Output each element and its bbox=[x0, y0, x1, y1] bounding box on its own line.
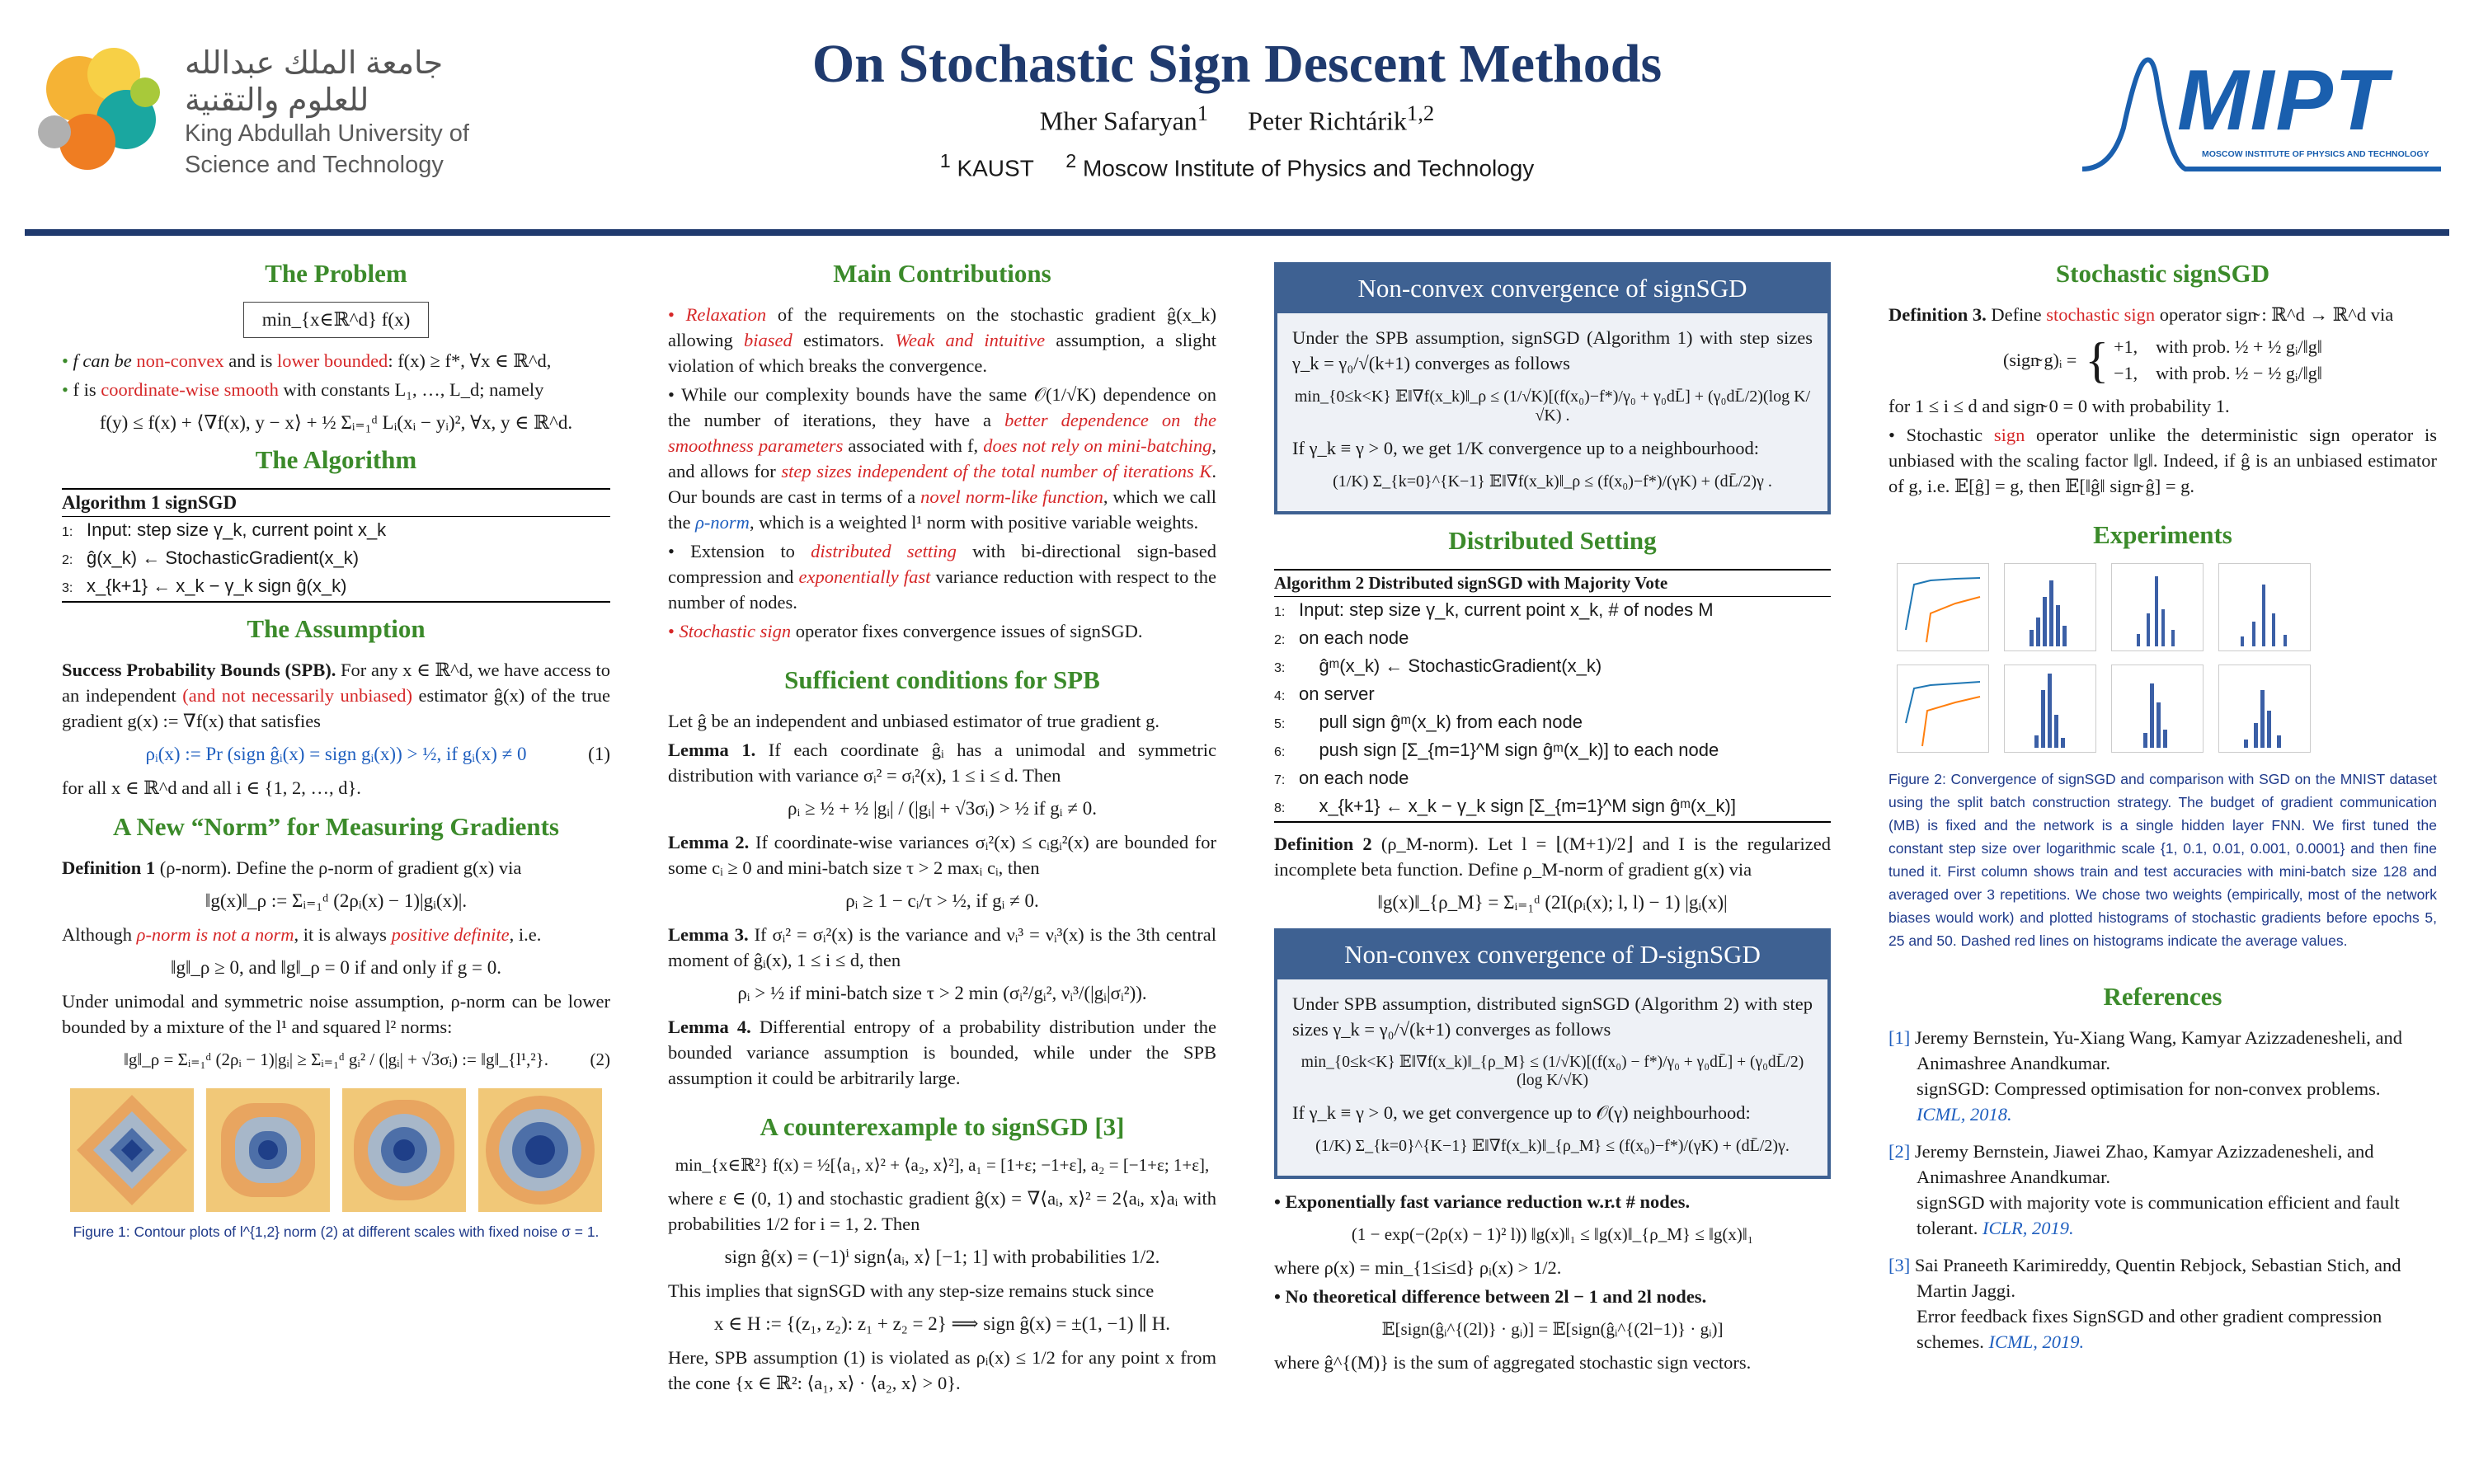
theorem-box-dsignsgd-title: Non-convex convergence of D-signSGD bbox=[1277, 932, 1827, 979]
lemma-4: Lemma 4. Differential entropy of a probability distribution under the bounded variance assumption is bounded, while under the SPB assumption it could be arbitrarily large. bbox=[668, 1017, 1217, 1088]
affil-1-sup: 1 bbox=[939, 150, 951, 171]
lower-bound-equation: ‖g‖_ρ = Σᵢ₌₁ᵈ (2ρᵢ − 1)|gᵢ| ≥ Σᵢ₌₁ᵈ gᵢ² / (|gᵢ| + √3σᵢ) := ‖g‖_{l¹,²}. (2) bbox=[124, 1050, 610, 1069]
algorithm-1-line: 3: x_{k+1} ← x_k − γ_k sign ĝ(x_k) bbox=[62, 575, 347, 596]
theorem-2-bound-2: (1/K) Σ_{k=0}^{K−1} 𝔼‖∇f(x_k)‖_{ρ_M} ≤ (f(x₀)−f*)/(γK) + (dL̄/2)γ. bbox=[1315, 1137, 1790, 1155]
histogram-bars bbox=[2005, 665, 2095, 752]
affil-1: KAUST bbox=[957, 155, 1034, 181]
accuracy-curve bbox=[1898, 665, 1988, 752]
histogram-bars bbox=[2005, 564, 2095, 650]
section-heading-experiments: Experiments bbox=[2093, 520, 2232, 549]
algorithm-1 bbox=[62, 488, 610, 603]
stochastic-sign-case-minus: −1, with prob. ½ − ½ gᵢ/‖g‖ bbox=[2114, 363, 2322, 383]
stochastic-sign-case-plus: +1, with prob. ½ + ½ gᵢ/‖g‖ bbox=[2114, 336, 2322, 357]
lemma-1: Lemma 1. If each coordinate ĝᵢ has a unimodal and symmetric distribution with variance σᵢ² = σᵢ²(x), 1 ≤ i ≤ d. Then bbox=[668, 740, 1217, 786]
histogram-bars bbox=[2219, 665, 2310, 752]
spb-definition: Success Probability Bounds (SPB). For any x ∈ ℝ^d, we have access to an independent (and not necessarily unbiased) estimator ĝ(x) of the true gradient g(x) := ∇f(x) that satisfies bbox=[62, 660, 610, 731]
rho-norm-equation: ‖g(x)‖_ρ := Σᵢ₌₁ᵈ (2ρᵢ(x) − 1)|gᵢ(x)|. bbox=[205, 890, 468, 911]
algorithm-2-line: 6: push sign [Σ_{m=1}^M sign ĝᵐ(x_k)] to each node bbox=[1274, 740, 1719, 760]
column-3 bbox=[1274, 262, 1831, 1378]
section-heading-algorithm: The Algorithm bbox=[255, 445, 417, 474]
author-2-affil: 1,2 bbox=[1406, 101, 1435, 125]
smoothness-equation: f(y) ≤ f(x) + ⟨∇f(x), y − x⟩ + ½ Σᵢ₌₁ᵈ Lᵢ(xᵢ − yᵢ)², ∀x, y ∈ ℝ^d. bbox=[99, 412, 573, 433]
author-1-affil: 1 bbox=[1197, 101, 1209, 125]
algorithm-2-line: 4: on server bbox=[1274, 683, 1375, 704]
kaust-name-line1: King Abdullah University of bbox=[185, 120, 469, 147]
algorithm-2-line: 1: Input: step size γ_k, current point x_k, # of nodes M bbox=[1274, 599, 1714, 620]
histogram-bars bbox=[2112, 564, 2203, 650]
theorem-box-signsgd bbox=[1274, 262, 1831, 514]
contour-plots bbox=[62, 1088, 610, 1220]
header-divider bbox=[25, 229, 2449, 236]
section-heading-references: References bbox=[2103, 982, 2222, 1011]
histogram-plot bbox=[2218, 563, 2311, 651]
algorithm-2-line: 5: pull sign ĝᵐ(x_k) from each node bbox=[1274, 711, 1583, 732]
section-heading-assumption: The Assumption bbox=[247, 614, 426, 643]
problem-formula: min_{x∈ℝ^d} f(x) bbox=[243, 302, 430, 338]
mipt-subtitle: MOSCOW INSTITUTE OF PHYSICS AND TECHNOLOGY bbox=[2202, 149, 2429, 159]
mipt-logo bbox=[2078, 45, 2449, 177]
definition-1: Definition 1 (ρ-norm). Define the ρ-norm of gradient g(x) via bbox=[62, 857, 522, 878]
algorithm-2-line: 2: on each node bbox=[1274, 627, 1409, 648]
section-heading-contributions: Main Contributions bbox=[833, 259, 1051, 288]
even-odd-nodes-equation: 𝔼[sign(ĝᵢ^{(2l)} · gᵢ)] = 𝔼[sign(ĝᵢ^{(2l−1)} · gᵢ)] bbox=[1381, 1319, 1724, 1339]
histogram-bars bbox=[2219, 564, 2310, 650]
counterexample-stuck-eq: x ∈ H := {(z₁, z₂): z₁ + z₂ = 2} ⟹ sign ĝ(x) = ±(1, −1) ∥ H. bbox=[713, 1313, 1171, 1334]
even-odd-nodes-bullet: • No theoretical difference between 2l − 1 and 2l nodes. bbox=[1274, 1286, 1707, 1307]
counterexample-problem: min_{x∈ℝ²} f(x) = ½[⟨a₁, x⟩² + ⟨a₂, x⟩²], a₁ = [1+ε; −1+ε], a₂ = [−1+ε; 1+ε], bbox=[675, 1155, 1210, 1175]
lemma-2-equation: ρᵢ ≥ 1 − cᵢ/τ > ½, if gᵢ ≠ 0. bbox=[845, 890, 1039, 911]
contribution-4: • Stochastic sign operator fixes convergence issues of signSGD. bbox=[668, 621, 1143, 641]
theorem-1-text: Under the SPB assumption, signSGD (Algorithm 1) with step sizes γ_k = γ₀/√(k+1) converges as follows bbox=[1292, 327, 1813, 373]
figure-1-contours bbox=[62, 1088, 610, 1220]
contribution-1: • Relaxation of the requirements on the stochastic gradient ĝ(x_k) allowing biased estimators. Weak and intuitive assumption, a slight violation of which breaks the convergence. bbox=[668, 304, 1217, 376]
figure-2-plots bbox=[1888, 563, 2437, 756]
lower-bound-text: Under unimodal and symmetric noise assumption, ρ-norm can be lower bounded by a mixture of the l¹ and squared l² norms: bbox=[62, 991, 610, 1037]
counterexample-text-1: where ε ∈ (0, 1) and stochastic gradient ĝ(x) = ∇⟨aᵢ, x⟩² = 2⟨aᵢ, x⟩aᵢ with probabilities 1/2 for i = 1, 2. Then bbox=[668, 1188, 1216, 1234]
sufficient-intro: Let ĝ be an independent and unbiased estimator of true gradient g. bbox=[668, 711, 1160, 731]
theorem-box-dsignsgd bbox=[1274, 928, 1831, 1179]
theorem-2-bound: min_{0≤k<K} 𝔼‖∇f(x_k)‖_{ρ_M} ≤ (1/√K)[(f(x₀) − f*)/γ₀ + γ₀dL̄] + (γ₀dL̄/2)(log K/√K) bbox=[1300, 1054, 1804, 1089]
contribution-3: • Extension to distributed setting with bi-directional sign-based compression and exponentially fast variance reduction with respect to the number of nodes. bbox=[668, 541, 1216, 613]
stochastic-sign-bullet: • Stochastic sign operator unlike the deterministic sign operator is unbiased with the scaling factor ‖g‖. Indeed, if ĝ is an unbiased estimator of g, i.e. 𝔼[ĝ] = g, then 𝔼[‖ĝ‖ sign̴ ĝ] = g. bbox=[1888, 425, 2437, 496]
section-heading-problem: The Problem bbox=[265, 259, 407, 288]
theorem-2-text: Under SPB assumption, distributed signSGD (Algorithm 2) with step sizes γ_k = γ₀/√(k+1) converges as follows bbox=[1292, 993, 1813, 1040]
lemma-1-equation: ρᵢ ≥ ½ + ½ |gᵢ| / (|gᵢ| + √3σᵢ) > ½ if gᵢ ≠ 0. bbox=[788, 798, 1097, 819]
affil-2: Moscow Institute of Physics and Technology bbox=[1082, 155, 1535, 181]
accuracy-plot-test bbox=[1897, 665, 1989, 753]
figure-1-caption: Figure 1: Contour plots of l^{1,2} norm (2) at different scales with fixed noise σ = 1. bbox=[73, 1223, 600, 1240]
algorithm-2-line: 8: x_{k+1} ← x_k − γ_k sign [Σ_{m=1}^M sign ĝᵐ(x_k)] bbox=[1274, 796, 1736, 816]
theorem-2-constant-step: If γ_k ≡ γ > 0, we get convergence up to 𝒪(γ) neighbourhood: bbox=[1292, 1102, 1751, 1123]
problem-bullet-2: • f is coordinate-wise smooth with constants L₁, …, L_d; namely bbox=[62, 379, 544, 400]
positive-definite-equation: ‖g‖_ρ ≥ 0, and ‖g‖_ρ = 0 if and only if g = 0. bbox=[170, 957, 501, 978]
variance-reduction-note: where ρ(x) = min_{1≤i≤d} ρᵢ(x) > 1/2. bbox=[1274, 1257, 1562, 1278]
accuracy-plot-train bbox=[1897, 563, 1989, 651]
section-heading-sufficient: Sufficient conditions for SPB bbox=[784, 665, 1100, 694]
rho-norm-remark: Although ρ-norm is not a norm, it is always positive definite, i.e. bbox=[62, 924, 542, 945]
kaust-arabic-name: جامعة الملك عبدالله للعلوم والتقنية bbox=[185, 46, 444, 118]
reference-item: [2] Jeremy Bernstein, Jiawei Zhao, Kamyar Azizzadenesheli, and Animashree Anandkumar. signSGD with majority vote is communication efficient and fault tolerant. ICLR, 2019. bbox=[1888, 1141, 2400, 1238]
histogram-plot bbox=[2111, 665, 2204, 753]
stochastic-sign-note: for 1 ≤ i ≤ d and sign̴ 0 = 0 with probability 1. bbox=[1888, 396, 2230, 416]
algorithm-1-title: Algorithm 1 signSGD bbox=[62, 490, 610, 517]
reference-item: [1] Jeremy Bernstein, Yu-Xiang Wang, Kamyar Azizzadenesheli, and Animashree Anandkumar. signSGD: Compressed optimisation for non-convex problems. ICML, 2018. bbox=[1888, 1027, 2402, 1125]
section-heading-distributed: Distributed Setting bbox=[1448, 526, 1657, 555]
algorithm-1-line: 1: Input: step size γ_k, current point x_k bbox=[62, 519, 387, 540]
poster-title: On Stochastic Sign Descent Methods bbox=[811, 34, 1663, 94]
theorem-1-constant-step: If γ_k ≡ γ > 0, we get 1/K convergence up to a neighbourhood: bbox=[1292, 438, 1759, 458]
theorem-box-signsgd-title: Non-convex convergence of signSGD bbox=[1277, 265, 1827, 313]
definition-3: Definition 3. Define stochastic sign operator sign̴ : ℝ^d → ℝ^d via bbox=[1888, 304, 2394, 325]
problem-bullet-1: • f can be non-convex and is lower bounded: f(x) ≥ f*, ∀x ∈ ℝ^d, bbox=[62, 350, 552, 371]
histogram-plot bbox=[2218, 665, 2311, 753]
author-2: Peter Richtárik bbox=[1248, 106, 1407, 136]
affil-2-sup: 2 bbox=[1065, 150, 1077, 171]
column-1 bbox=[62, 247, 610, 1243]
theorem-1-bound: min_{0≤k<K} 𝔼‖∇f(x_k)‖_ρ ≤ (1/√K)[(f(x₀)−f*)/γ₀ + γ₀dL̄] + (γ₀dL̄/2)(log K/√K) . bbox=[1294, 387, 1811, 425]
counterexample-text-2: This implies that signSGD with any step-size remains stuck since bbox=[668, 1280, 1155, 1301]
algorithm-2 bbox=[1274, 569, 1831, 823]
author-1: Mher Safaryan bbox=[1039, 106, 1197, 136]
lemma-3: Lemma 3. If σᵢ² = σᵢ²(x) is the variance and νᵢ³ = νᵢ³(x) is the 3th central moment of ĝᵢ(x), 1 ≤ i ≤ d, then bbox=[668, 924, 1216, 970]
stochastic-sign-lhs: (sign̴ g)ᵢ = bbox=[2003, 350, 2077, 370]
figure-2-caption: Figure 2: Convergence of signSGD and comparison with SGD on the MNIST dataset using the split batch construction strategy. The budget of gradient communication (MB) is fixed and the network is a single hidden layer FNN. We first tuned the constant step size over logarithmic scale {1, 0.1, 0.01, 0.001, 0.0001} and then fine tuned it. First column shows train and test accuracies with mini-batch size 128 and averaged over 3 repetitions. We chose two weights (empirically, most of the network biases would work) and plotted histograms of stochastic gradients before epochs 5, 25 and 50. Dashed red lines on histograms indicate the average values. bbox=[1888, 771, 2437, 949]
algorithm-2-line: 7: on each node bbox=[1274, 768, 1409, 788]
spb-domain: for all x ∈ ℝ^d and all i ∈ {1, 2, …, d}. bbox=[62, 777, 361, 798]
theorem-1-bound-2: (1/K) Σ_{k=0}^{K−1} 𝔼‖∇f(x_k)‖_ρ ≤ (f(x₀)−f*)/(γK) + (dL̄/2)γ . bbox=[1333, 472, 1772, 491]
counterexample-sign-eq: sign ĝ(x) = (−1)ⁱ sign⟨aᵢ, x⟩ [−1; 1] with probabilities 1/2. bbox=[724, 1247, 1160, 1267]
section-heading-stochastic: Stochastic signSGD bbox=[2055, 259, 2270, 288]
variance-reduction-equation: (1 − exp(−(2ρ(x) − 1)² l)) ‖g(x)‖₁ ≤ ‖g(x)‖_{ρ_M} ≤ ‖g(x)‖₁ bbox=[1351, 1224, 1754, 1244]
rho-m-norm-equation: ‖g(x)‖_{ρ_M} = Σᵢ₌₁ᵈ (2I(ρᵢ(x); l, l) − 1) |gᵢ(x)| bbox=[1377, 892, 1728, 913]
spb-equation: ρᵢ(x) := Pr (sign ĝᵢ(x) = sign gᵢ(x)) > ½, if gᵢ(x) ≠ 0 (1) bbox=[145, 744, 610, 764]
algorithm-2-line: 3: ĝᵐ(x_k) ← StochasticGradient(x_k) bbox=[1274, 655, 1602, 676]
algorithm-2-title: Algorithm 2 Distributed signSGD with Majority Vote bbox=[1274, 571, 1831, 597]
contribution-2: • While our complexity bounds have the same 𝒪(1/√K) dependence on the number of iterations, they have a better dependence on the smoothness parameters associated with f, does not rely on mini-batching, and allows for step sizes independent of the total number of iterations K. Our bounds are cast in terms of a novel norm-like function, which we call the ρ-norm, which is a weighted l¹ norm with positive variable weights. bbox=[668, 384, 1216, 533]
column-2 bbox=[668, 247, 1216, 1399]
histogram-plot bbox=[2004, 665, 2096, 753]
even-odd-nodes-note: where ĝ^{(M)} is the sum of aggregated stochastic sign vectors. bbox=[1274, 1352, 1752, 1373]
definition-2: Definition 2 (ρ_M-norm). Let l = ⌊(M+1)/2⌋ and I is the regularized incomplete beta function. Define ρ_M-norm of gradient g(x) via bbox=[1274, 834, 1831, 880]
histogram-bars bbox=[2112, 665, 2203, 752]
mipt-logo-text: MIPT bbox=[2177, 53, 2389, 148]
column-4 bbox=[1888, 247, 2437, 1366]
section-heading-norm: A New “Norm” for Measuring Gradients bbox=[112, 812, 559, 841]
reference-item: [3] Sai Praneeth Karimireddy, Quentin Rebjock, Sebastian Stich, and Martin Jaggi. Error feedback fixes SignSGD and other gradient compression schemes. ICML, 2019. bbox=[1888, 1255, 2401, 1352]
counterexample-text-3: Here, SPB assumption (1) is violated as ρᵢ(x) ≤ 1/2 for any point x from the cone {x ∈ ℝ²: ⟨a₁, x⟩ · ⟨a₂, x⟩ > 0}. bbox=[668, 1347, 1216, 1393]
algorithm-1-line: 2: ĝ(x_k) ← StochasticGradient(x_k) bbox=[62, 547, 360, 568]
histogram-plot bbox=[2111, 563, 2204, 651]
lemma-3-equation: ρᵢ > ½ if mini-batch size τ > 2 min (σᵢ²/gᵢ², νᵢ³/(|gᵢ|σᵢ²)). bbox=[737, 983, 1147, 1003]
histogram-plot bbox=[2004, 563, 2096, 651]
stochastic-sign-definition: (sign̴ g)ᵢ = { +1, with prob. ½ + ½ gᵢ/‖g‖ −1, with prob. ½ − ½ gᵢ/‖g‖ bbox=[2003, 333, 2322, 387]
kaust-name-line2: Science and Technology bbox=[185, 152, 444, 178]
variance-reduction-bullet: • Exponentially fast variance reduction w.r.t # nodes. bbox=[1274, 1191, 1691, 1212]
accuracy-curve bbox=[1898, 564, 1988, 650]
lemma-2: Lemma 2. If coordinate-wise variances σᵢ²(x) ≤ cᵢgᵢ²(x) are bounded for some cᵢ ≥ 0 and mini-batch size τ > 2 maxᵢ cᵢ, then bbox=[668, 832, 1216, 878]
section-heading-counterexample: A counterexample to signSGD [3] bbox=[760, 1112, 1125, 1141]
